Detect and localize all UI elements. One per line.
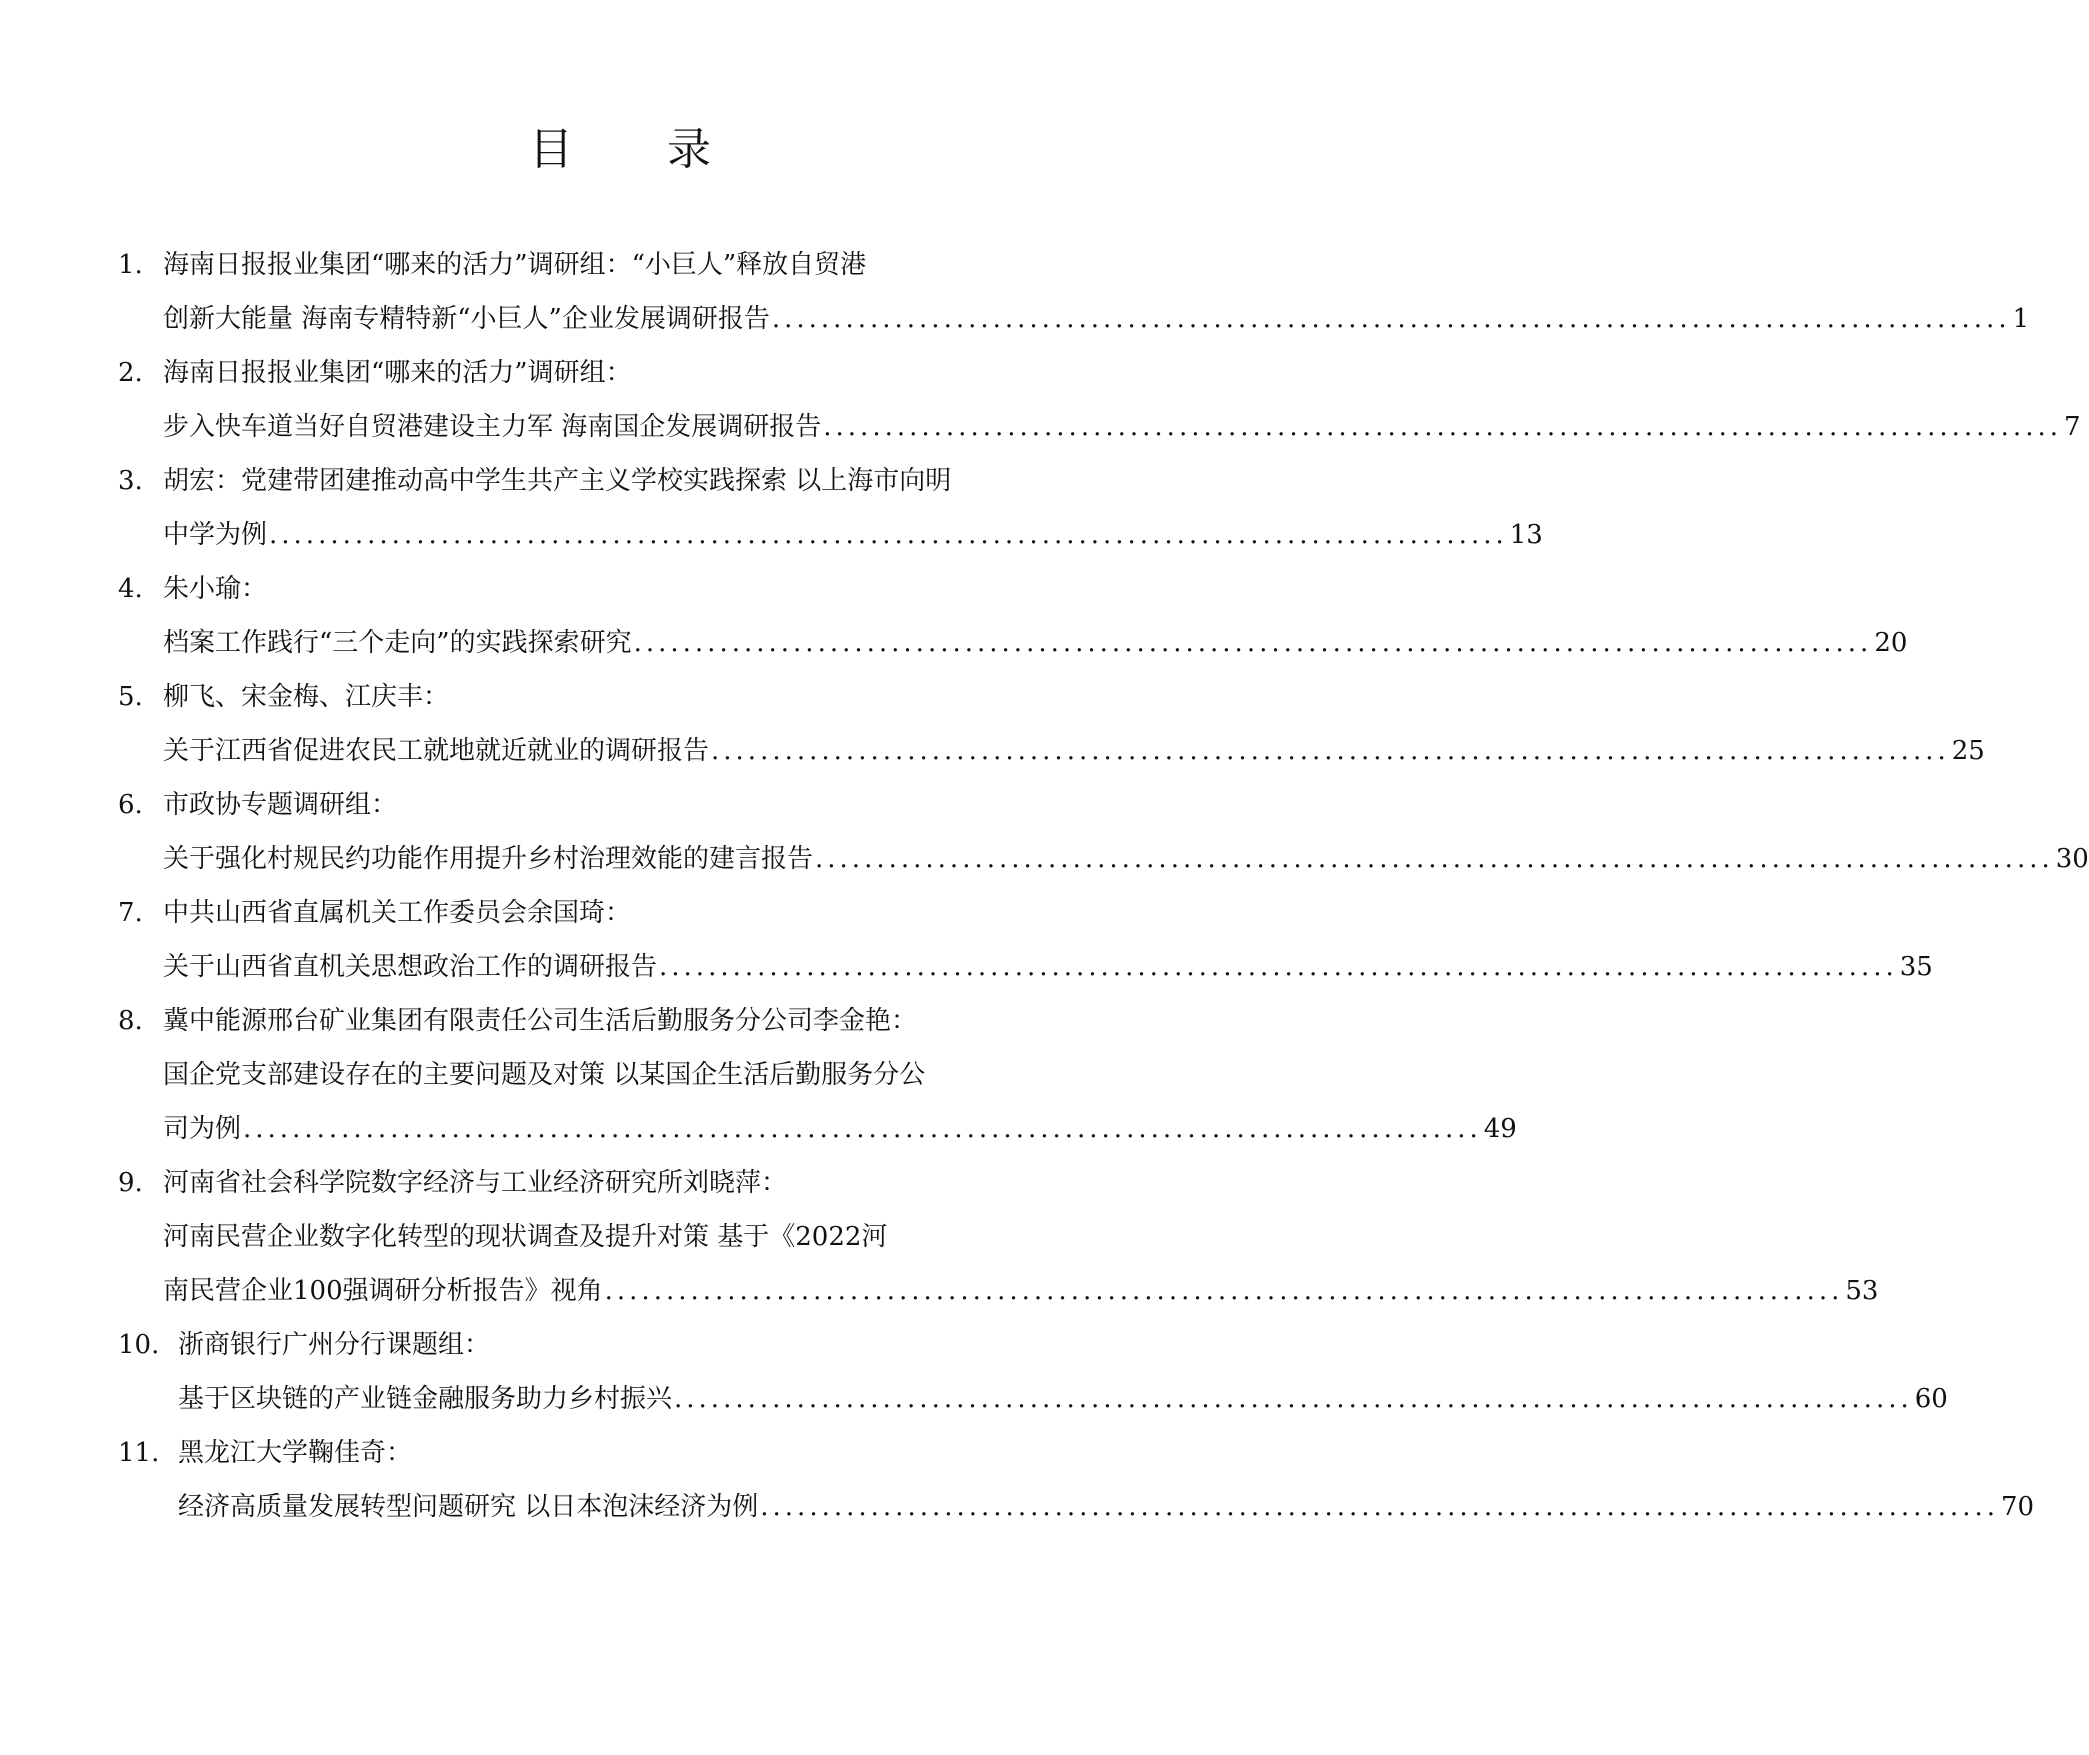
toc-line [0,454,1240,508]
entry-title-end: 创新大能量 海南专精特新“小巨人”企业发展调研报告 [163,304,770,334]
dot-leader: ..................................................................................................... [823,412,2062,442]
toc-entry-10[interactable] [0,1318,1948,1426]
dot-leader: ..................................................................................................... [243,1114,1482,1144]
toc-line [0,886,1240,940]
entry-number: 7. [118,898,143,928]
toc-entry-8[interactable] [0,994,1517,1156]
entry-title: 中共山西省直属机关工作委员会余国琦： [163,898,632,928]
toc-line-last [0,1102,1517,1156]
entry-title: 海南日报报业集团“哪来的活力”调研组：“小巨人”释放自贸港 [163,250,867,280]
toc-line-last [0,292,2030,346]
dot-leader: ..................................................................................................... [659,952,1898,982]
toc-line [0,238,1240,292]
page-number: 7 [2064,412,2081,442]
toc-line [0,1426,1240,1480]
dot-leader: ..................................................................................................... [760,1492,1999,1522]
toc-entry-3[interactable] [0,454,1543,562]
table-of-contents [0,238,2089,1534]
leader-row [163,1102,1517,1156]
toc-entry-6[interactable] [0,778,2089,886]
entry-title: 胡宏：党建带团建推动高中学生共产主义学校实践探索 以上海市向明 [163,466,952,496]
entry-number: 5. [118,682,143,712]
toc-line-last [0,940,1933,994]
toc-line-last [0,724,1985,778]
entry-number: 8. [118,1006,143,1036]
leader-row [178,1372,1948,1426]
leader-row [163,508,1543,562]
entry-number: 11. [118,1438,160,1468]
entry-title: 黑龙江大学鞠佳奇： [178,1438,413,1468]
leader-row [163,292,2030,346]
page-number: 60 [1914,1384,1948,1414]
toc-entry-9[interactable] [0,1156,1879,1318]
dot-leader: ..................................................................................................... [771,304,2011,334]
dot-leader: ..................................................................................................... [633,628,1873,658]
leader-row [163,1264,1879,1318]
leader-row [163,724,1985,778]
entry-title: 河南省社会科学院数字经济与工业经济研究所刘晓萍： [163,1168,788,1198]
toc-line-last [0,1480,2035,1534]
entry-title: 朱小瑜： [163,574,268,604]
toc-line-last [0,508,1543,562]
toc-entry-4[interactable] [0,562,1908,670]
leader-row [163,400,2081,454]
toc-line [0,1156,1240,1210]
toc-line [0,1210,1240,1264]
entry-number: 9. [118,1168,143,1198]
toc-line [0,562,1240,616]
toc-line [0,670,1240,724]
toc-entry-7[interactable] [0,886,1933,994]
entry-title-end: 中学为例 [163,520,268,550]
toc-entry-1[interactable] [0,238,2030,346]
entry-title-end: 经济高质量发展转型问题研究 以日本泡沫经济为例 [178,1492,759,1522]
page-number: 70 [2001,1492,2035,1522]
entry-title: 海南日报报业集团“哪来的活力”调研组： [163,358,632,388]
dot-leader: ..................................................................................................... [604,1276,1844,1306]
entry-title-end: 南民营企业100强调研分析报告》视角 [163,1276,603,1306]
dot-leader: ..................................................................................................... [815,844,2054,874]
toc-line [0,346,1240,400]
dot-leader: ..................................................................................................... [269,520,1508,550]
toc-line [0,994,1240,1048]
entry-title: 柳飞、宋金梅、江庆丰： [163,682,450,712]
page-number: 53 [1845,1276,1879,1306]
leader-row [163,832,2089,886]
entry-number: 2. [118,358,143,388]
page-number: 20 [1874,628,1908,658]
toc-line-last [0,1372,1948,1426]
toc-line-last [0,832,2089,886]
dot-leader: ..................................................................................................... [674,1384,1913,1414]
entry-title-end: 关于强化村规民约功能作用提升乡村治理效能的建言报告 [163,844,814,874]
entry-title-end: 基于区块链的产业链金融服务助力乡村振兴 [178,1384,673,1414]
entry-title-end: 司为例 [163,1114,242,1144]
page-number: 25 [1951,736,1985,766]
entry-title-end: 关于江西省促进农民工就地就近就业的调研报告 [163,736,710,766]
toc-entry-11[interactable] [0,1426,2035,1534]
entry-title: 冀中能源邢台矿业集团有限责任公司生活后勤服务分公司李金艳： [163,1006,918,1036]
entry-number: 1. [118,250,143,280]
entry-number: 4. [118,574,143,604]
leader-row [163,616,1908,670]
dot-leader: ..................................................................................................... [711,736,1950,766]
page-number: 35 [1899,952,1933,982]
page-title: 目 录 [529,124,751,175]
entry-title: 浙商银行广州分行课题组： [178,1330,491,1360]
entry-title-end: 关于山西省直机关思想政治工作的调研报告 [163,952,658,982]
toc-line [0,778,1240,832]
toc-line-last [0,1264,1879,1318]
entry-title-cont: 河南民营企业数字化转型的现状调查及提升对策 基于《2022河 [163,1222,888,1252]
entry-number: 6. [118,790,143,820]
leader-row [163,940,1933,994]
page-number: 49 [1483,1114,1517,1144]
entry-title: 市政协专题调研组： [163,790,398,820]
entry-title-cont: 国企党支部建设存在的主要问题及对策 以某国企生活后勤服务分公 [163,1060,926,1090]
entry-title-end: 步入快车道当好自贸港建设主力军 海南国企发展调研报告 [163,412,822,442]
page-number: 1 [2012,304,2030,334]
entry-title-end: 档案工作践行“三个走向”的实践探索研究 [163,628,632,658]
leader-row [178,1480,2035,1534]
toc-line [0,1318,1240,1372]
entry-number: 3. [118,466,143,496]
toc-line-last [0,616,1908,670]
toc-line [0,1048,1240,1102]
page-number: 13 [1509,520,1543,550]
entry-number: 10. [118,1330,160,1360]
page-number: 30 [2055,844,2089,874]
toc-line-last [0,400,2081,454]
toc-entry-5[interactable] [0,670,1985,778]
toc-entry-2[interactable] [0,346,2081,454]
